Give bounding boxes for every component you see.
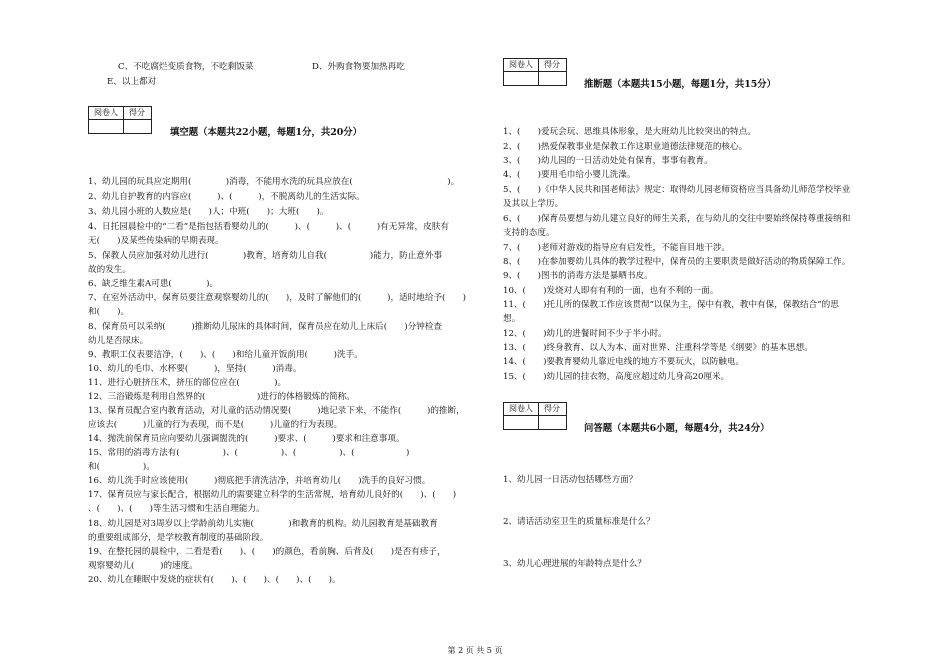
fill-line: 和( )。 [88, 307, 130, 317]
option-e: E、以上都对 [107, 77, 157, 87]
qa-question: 2、请话活动室卫生的质量标准是什么？ [503, 517, 655, 527]
judge-line: 14、( )要教育婴幼儿靠近电线的地方不要玩火，以防触电。 [503, 357, 745, 367]
fill-score-box [88, 106, 152, 134]
fill-line: 12、三浴锻炼是利用自然界的( )进行的体格锻炼的简称。 [88, 392, 355, 402]
fill-line: 5、保教人员应加强对幼儿进行( )教育，培育幼儿自我( )能力，防止意外事 [88, 251, 443, 261]
score-label: 得分 [544, 404, 560, 413]
fill-line: 19、在整托园的晨检中，二看是看( )、( )的颜色，看前胸、后背及( )是否有疹子， [88, 547, 446, 557]
fill-line: 7、在室外活动中，保育员要注意观察婴幼儿的( )，及时了解他们的( )，适时地给予( ) [88, 293, 466, 303]
judge-line: 11、( )托儿所的保教工作应该贯彻“以保为主，保中有教，教中有保，保教结合”的思 [503, 300, 839, 310]
fill-line: 8、保育员可以采纳( )推断幼儿尿床的具体时间，保育员应在幼儿上床后( )分钟检查 [88, 322, 443, 332]
fill-line: 幼儿是否尿床。 [88, 336, 149, 346]
grader-label: 阅卷人 [504, 403, 539, 415]
fill-line: 3、幼儿园小班的人数应是( )人；中班( )；大班( )。 [88, 207, 329, 217]
fill-line: 10、幼儿的毛巾、水杯要( )，坚持( )消毒。 [88, 364, 302, 374]
judge-line: 15、( )幼儿园的挂衣物，高度应超过幼儿身高20厘米。 [503, 372, 730, 382]
fill-line: 故的发生。 [88, 265, 131, 275]
fill-line: 1、幼儿园的玩具应定期用( )消毒，不能用水洗的玩具应放在( )。 [88, 177, 460, 187]
option-c: C、不吃腐烂变质食物，不吃剩饭菜 [118, 62, 254, 72]
judge-line: 12、( )幼儿的进餐时间不少于半小时。 [503, 329, 667, 339]
judge-line: 3、( )幼儿园的一日活动处处有保育，事事有教育。 [503, 156, 713, 166]
fill-line: 观察婴幼儿( )的速度。 [88, 561, 198, 571]
qa-question: 3、幼儿心理进展的年龄特点是什么？ [503, 559, 646, 569]
judge-line: 支持的态度。 [503, 228, 555, 238]
option-d: D、外购食物要加热再吃 [312, 62, 405, 72]
fill-line: 4、日托园晨检中的“二看”是指包括看婴幼儿的( )、( )、( )有无异常，皮肤有 [88, 222, 449, 232]
judge-line: 13、( )终身教育、以人为本、面对世界、注重科学等是《纲要》的基本思想。 [503, 343, 813, 353]
judge-line: 及其以上学历。 [503, 199, 564, 209]
fill-line: 的重要组成部分，是学校教育制度的基础阶段。 [88, 533, 269, 543]
judge-section-title: 推断题（本题共15小题，每题1分，共15分） [584, 79, 776, 90]
judge-line: 4、( )要用毛巾给小婴儿洗澡。 [503, 170, 636, 180]
score-label: 得分 [129, 108, 145, 117]
fill-section-title: 填空题（本题共22小题，每题1分，共20分） [170, 127, 362, 138]
fill-line: 无( )及某些传染病的早期表现。 [88, 236, 224, 246]
grader-label: 阅卷人 [89, 107, 124, 119]
grader-label: 阅卷人 [504, 59, 539, 71]
fill-line: 9、教职工仪表要洁净，( )、( )和给儿童开饭前用( )洗手。 [88, 350, 363, 360]
qa-section-title: 问答题（本题共6小题，每题4分，共24分） [584, 423, 770, 434]
fill-line: 16、幼儿洗手时应该使用( )彻底把手清洗洁净，并培育幼儿( )洗手的良好习惯。 [88, 476, 431, 486]
fill-line: 2、幼儿自护教育的内容应( )、( )，不脱离幼儿的生活实际。 [88, 192, 365, 202]
page-number: 第 2 页 共 5 页 [447, 646, 503, 655]
fill-line: 、( )、( )等生活习惯和生活自理能力。 [88, 504, 265, 514]
fill-line: 18、幼儿园是对3周岁以上学龄前幼儿实施( )和教育的机构。幼儿园教育是基础教育 [88, 519, 438, 529]
fill-line: 应该去( )儿童的行为表现，而不是( )儿童的行为表现。 [88, 420, 343, 430]
judge-line: 2、( )热爱保教事业是保教工作这职业道德法律规范的核心。 [503, 142, 748, 152]
judge-line: 8、( )在参加婴幼儿具体的教学过程中，保育员的主要职责是做好活动的物质保障工作。 [503, 257, 851, 267]
fill-line: 13、保育员配合室内教育活动，对儿童的活动情况要( )地记录下来，不能作( )的推断， [88, 406, 465, 416]
fill-line: 6、缺乏维生素A可患( )。 [88, 279, 219, 289]
judge-line: 想。 [503, 314, 521, 324]
qa-score-box [503, 402, 567, 430]
fill-line: 17、保育员应与家长配合，根据幼儿的需要建立科学的生活常规，培育幼儿良好的( )、( ) [88, 490, 457, 500]
score-label: 得分 [544, 60, 560, 69]
judge-line: 10、( )发烧对人即有有利的一面，也有不利的一面。 [503, 286, 719, 296]
judge-line: 5、( )《中华人民共和国老师法》规定：取得幼儿园老师资格应当具备幼儿师范学校毕业 [503, 185, 851, 195]
fill-line: 11、进行心脏挤压术，挤压的部位应在( )。 [88, 378, 287, 388]
qa-question: 1、幼儿园一日活动包括哪些方面？ [503, 475, 638, 485]
judge-score-box [503, 58, 567, 86]
fill-line: 和( )。 [88, 462, 155, 472]
judge-line: 6、( )保育员要想与幼儿建立良好的师生关系，在与幼儿的交往中要始终保持尊重接纳和 [503, 214, 851, 224]
judge-line: 9、( )图书的消毒方法是暴晒书皮。 [503, 271, 653, 281]
fill-line: 14、抛洗前保育员应向要幼儿强调盥洗的( )要求、( )要求和注意事项。 [88, 434, 405, 444]
fill-line: 15、常用的消毒方法有( )、( )、( )、( ) [88, 448, 410, 458]
judge-line: 1、( )爱玩会玩、思维具体形象，是大班幼儿比较突出的特点。 [503, 127, 756, 137]
fill-line: 20、幼儿在睡眠中发烧的症状有( )、( )、( )、( )。 [88, 575, 341, 585]
judge-line: 7、( )老师对游戏的指导应有启发性，不能盲目地干涉。 [503, 243, 731, 253]
